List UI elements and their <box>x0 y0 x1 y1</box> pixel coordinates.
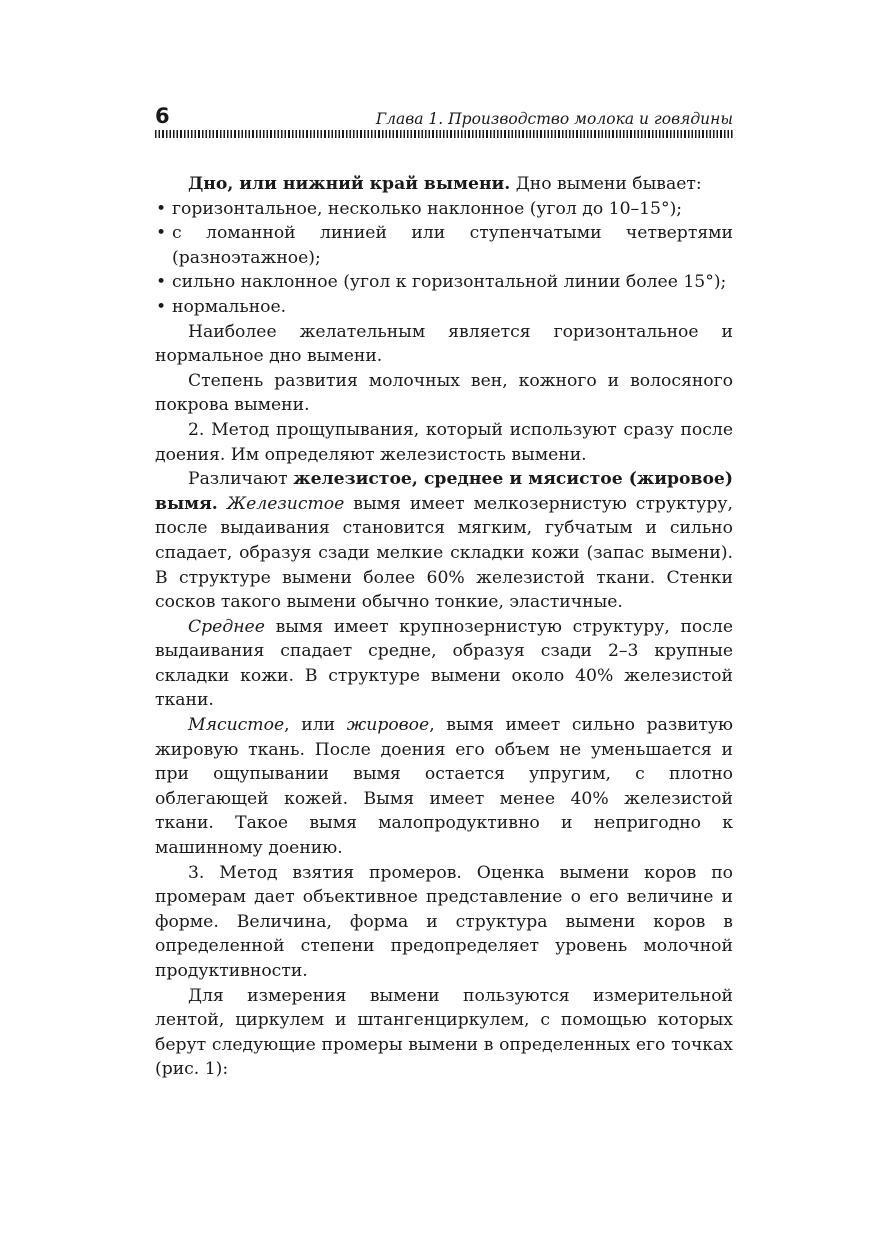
paragraph-text: Дно вымени бывает: <box>510 174 702 194</box>
paragraph: Степень развития молочных вен, кожного и волосяного покрова вымени. <box>155 370 733 416</box>
paragraph-measurement: Для измерения вымени пользуются измерительной лентой, циркулем и штангенциркулем, с помощью которых берут следующие промеры вымени в определенных его точках (рис. 1): <box>155 985 733 1080</box>
list-item-text: горизонтальное, несколько наклонное (угол до 10–15°); <box>172 198 683 219</box>
paragraph-text: , вымя имеет сильно развитую жировую ткань. После доения его объем не уменьшается и при ощупывании вымя остается упругим, с плотно облегающей кожей. Вымя имеет менее 40% железистой ткани. Такое вымя малопродуктивно и непригодно к машинному доению. <box>155 715 733 859</box>
list-item-text: нормальное. <box>172 296 287 317</box>
list-item <box>156 270 733 295</box>
bullet-list <box>155 197 733 320</box>
paragraph-method-3: 3. Метод взятия промеров. Оценка вымени коров по промерам дает объективное представление о его величине и форме. Величина, форма и структура вымени коров в определенной степени предопределяет уровень молочной продуктивности. <box>155 862 733 981</box>
bullet-icon: • <box>156 296 167 317</box>
paragraph-text: Различают <box>188 469 294 490</box>
list-item-text: сильно наклонное (угол к горизонтальной линии более 15°); <box>172 272 727 293</box>
paragraph-text: вымя имеет крупнозернистую структуру, после выдаивания спадает средне, образуя сзади 2–3 крупные складки кожи. В структуре вымени около 40% железистой ткани. <box>155 616 733 711</box>
italic-term: Среднее <box>188 616 265 637</box>
bullet-icon: • <box>156 272 167 293</box>
body-text <box>155 172 733 1082</box>
bold-heading: Дно, или нижний край вымени. <box>188 174 511 194</box>
paragraph: Наиболее желательным является горизонтальное и нормальное дно вымени. <box>155 321 733 367</box>
italic-term: жировое <box>346 715 430 736</box>
paragraph-udder-bottom <box>155 172 733 197</box>
list-item-text: с ломанной линией или ступенчатыми четвертями (разноэтажное); <box>172 223 733 268</box>
paragraph-udder-types <box>155 467 733 615</box>
paragraph-medium-udder <box>155 615 733 713</box>
paragraph-text: вымя имеет мелкозернистую структуру, после выдаивания становится мягким, губчатым и сильно спадает, образуя сзади мелкие складки кожи (запас вымени). В структуре вымени более 60% железистой ткани. Стенки сосков такого вымени обычно тонкие, эластичные. <box>155 493 733 613</box>
italic-term: Мясистое <box>188 715 285 736</box>
bullet-icon: • <box>156 198 167 219</box>
page-number: 6 <box>155 104 170 128</box>
list-item <box>156 295 733 320</box>
header-rule <box>155 130 733 138</box>
italic-term: Железистое <box>226 493 345 514</box>
running-head: Глава 1. Производство молока и говядины <box>375 110 733 128</box>
list-item <box>156 197 733 222</box>
bold-term: железистое, среднее и мясистое (жировое) вымя. <box>155 469 733 514</box>
paragraph-fleshy-udder: Мясистое, или жировое, вымя имеет сильно развитую жировую ткань. После доения его объем не уменьшается и при ощупывании вымя остается упругим, с плотно облегающей кожей. Вымя имеет менее 40% железистой ткани. Такое вымя малопродуктивно и непригодно к машинному доению. <box>155 715 733 859</box>
list-item <box>156 221 733 270</box>
paragraph-method-2: 2. Метод прощупывания, который используют сразу после доения. Им определяют железистость вымени. <box>155 419 733 465</box>
bullet-icon: • <box>156 223 167 244</box>
